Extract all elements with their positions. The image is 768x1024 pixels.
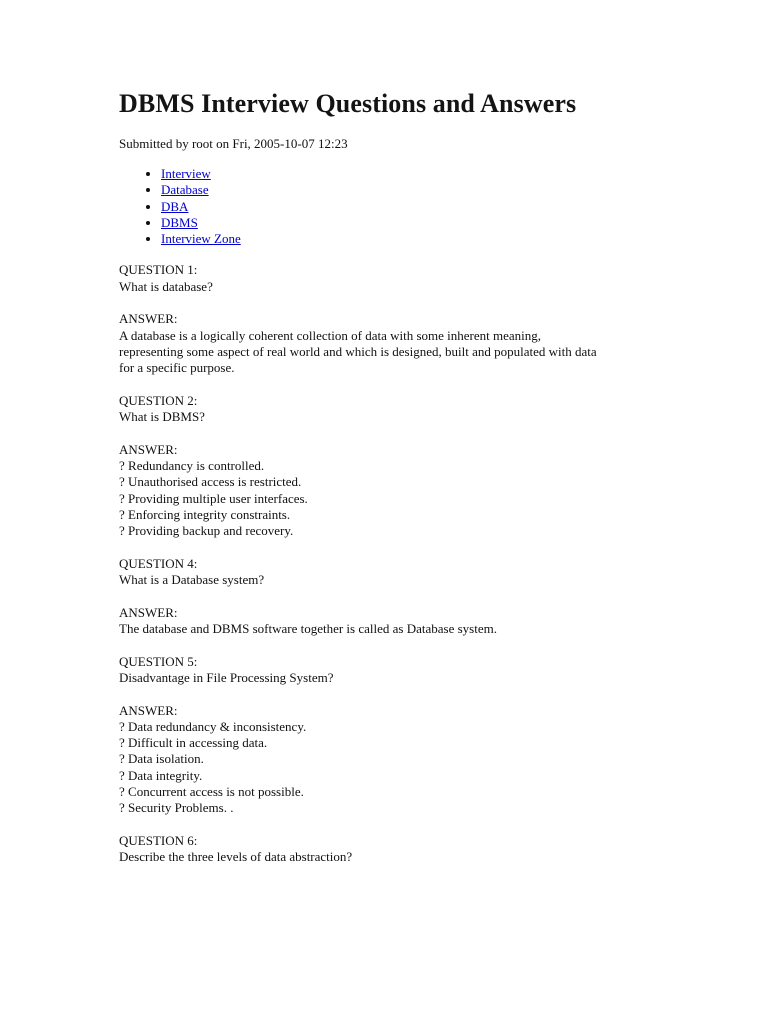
question-label: QUESTION 5: — [119, 653, 198, 669]
question-text: What is DBMS? — [119, 409, 205, 425]
answer-line: A database is a logically coherent collection of data with some inherent meaning, — [119, 327, 541, 343]
answer-block — [119, 703, 679, 817]
question-text: What is a Database system? — [119, 572, 265, 588]
answer-label: ANSWER: — [119, 702, 178, 718]
tag-item — [161, 182, 679, 198]
question-block — [119, 556, 679, 589]
question-text: What is database? — [119, 278, 213, 294]
answer-line: ? Data isolation. — [119, 751, 204, 767]
question-label: QUESTION 4: — [119, 555, 198, 571]
answer-block — [119, 605, 679, 638]
tag-link-interview-zone[interactable]: Interview Zone — [161, 231, 241, 247]
answer-line: for a specific purpose. — [119, 360, 235, 376]
page-title: DBMS Interview Questions and Answers — [119, 89, 577, 118]
tag-list — [119, 166, 679, 247]
answer-label: ANSWER: — [119, 604, 178, 620]
answer-line: ? Data redundancy & inconsistency. — [119, 718, 307, 734]
question-text: Disadvantage in File Processing System? — [119, 669, 334, 685]
answer-label: ANSWER: — [119, 441, 178, 457]
answer-line: ? Enforcing integrity constraints. — [119, 506, 291, 522]
answer-label: ANSWER: — [119, 311, 178, 327]
question-label: QUESTION 6: — [119, 832, 198, 848]
question-block — [119, 262, 679, 295]
answer-line: ? Data integrity. — [119, 767, 203, 783]
qa-content — [119, 262, 679, 865]
answer-line: ? Providing backup and recovery. — [119, 523, 294, 539]
question-block — [119, 654, 679, 687]
question-block — [119, 393, 679, 426]
answer-line: ? Concurrent access is not possible. — [119, 783, 304, 799]
tag-link-dbms[interactable]: DBMS — [161, 214, 198, 230]
answer-block — [119, 311, 679, 376]
answer-line: The database and DBMS software together is called as Database system. — [119, 621, 497, 637]
answer-line: representing some aspect of real world and which is designed, built and populated with data — [119, 343, 597, 359]
answer-line: ? Difficult in accessing data. — [119, 735, 268, 751]
answer-block — [119, 442, 679, 540]
tag-item — [161, 166, 679, 182]
tag-link-interview[interactable]: Interview — [161, 166, 211, 181]
tag-item — [161, 231, 679, 247]
question-label: QUESTION 1: — [119, 262, 198, 278]
question-block — [119, 833, 679, 866]
submitted-meta: Submitted by root on Fri, 2005-10-07 12:23 — [119, 136, 348, 151]
answer-line: ? Security Problems. . — [119, 800, 234, 816]
document-page — [119, 86, 679, 882]
answer-line: ? Unauthorised access is restricted. — [119, 474, 302, 490]
question-label: QUESTION 2: — [119, 392, 198, 408]
answer-line: ? Redundancy is controlled. — [119, 458, 265, 474]
tag-item — [161, 199, 679, 215]
question-text: Describe the three levels of data abstraction? — [119, 849, 353, 865]
tag-link-database[interactable]: Database — [161, 182, 209, 198]
answer-line: ? Providing multiple user interfaces. — [119, 490, 308, 506]
tag-link-dba[interactable]: DBA — [161, 198, 189, 214]
tag-item — [161, 215, 679, 231]
